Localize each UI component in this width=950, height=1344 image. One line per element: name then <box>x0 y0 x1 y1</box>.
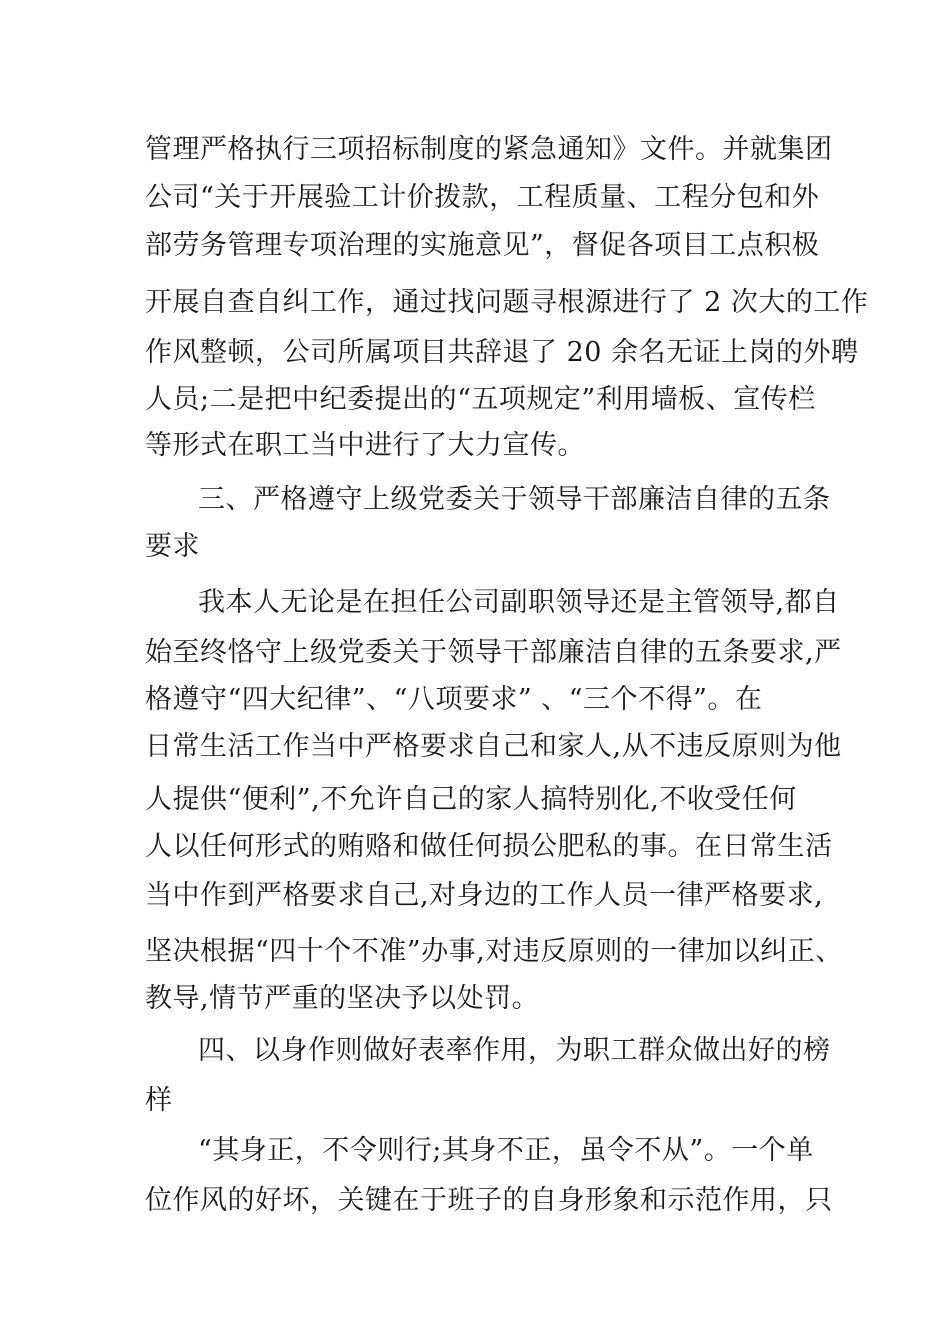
text-line: 格遵守“四大纪律”、“八项要求” 、“三个不得”。在 <box>145 684 763 715</box>
section-heading-continued: 要求 <box>145 531 200 562</box>
text-line: 部劳务管理专项治理的实施意见”，督促各项目工点积极 <box>145 230 820 261</box>
text-line: 教导,情节严重的坚决予以处罚。 <box>145 983 540 1014</box>
text-line: 人提供“便利”,不允许自己的家人搞特别化,不收受任何 <box>145 784 797 815</box>
text-line: “其身正，不令则行;其身不正，虽令不从”。一个单 <box>198 1135 814 1166</box>
section-heading: 四、以身作则做好表率作用，为职工群众做出好的榜 <box>198 1035 831 1066</box>
section-heading: 三、严格遵守上级党委关于领导干部廉洁自律的五条 <box>198 484 831 515</box>
text-line: 人员;二是把中纪委提出的“五项规定”利用墙板、宣传栏 <box>145 384 816 415</box>
text-line: 日常生活工作当中严格要求自己和家人,从不违反原则为他 <box>145 731 842 762</box>
text-line: 位作风的好坏，关键在于班子的自身形象和示范作用，只 <box>145 1185 833 1216</box>
section-heading-continued: 样 <box>145 1085 173 1116</box>
text-line: 始至终恪守上级党委关于领导干部廉洁自律的五条要求,严 <box>145 637 842 668</box>
text-line: 开展自查自纠工作，通过找问题寻根源进行了 2 次大的工作 <box>145 287 869 318</box>
text-line: 坚决根据“四十个不准”办事,对违反原则的一律加以纠正、 <box>145 936 843 967</box>
text-line: 作风整顿，公司所属项目共辞退了 20 余名无证上岗的外聘 <box>145 337 859 368</box>
text-line: 人以任何形式的贿赂和做任何损公肥私的事。在日常生活 <box>145 831 833 862</box>
text-line: 管理严格执行三项招标制度的紧急通知》文件。并就集团 <box>145 134 833 165</box>
text-line: 我本人无论是在担任公司副职领导还是主管领导,都自 <box>198 587 840 618</box>
text-line: 公司“关于开展验工计价拨款，工程质量、工程分包和外 <box>145 182 820 213</box>
text-line: 当中作到严格要求自己,对身边的工作人员一律严格要求, <box>145 880 824 911</box>
text-line: 等形式在职工当中进行了大力宣传。 <box>145 430 585 461</box>
